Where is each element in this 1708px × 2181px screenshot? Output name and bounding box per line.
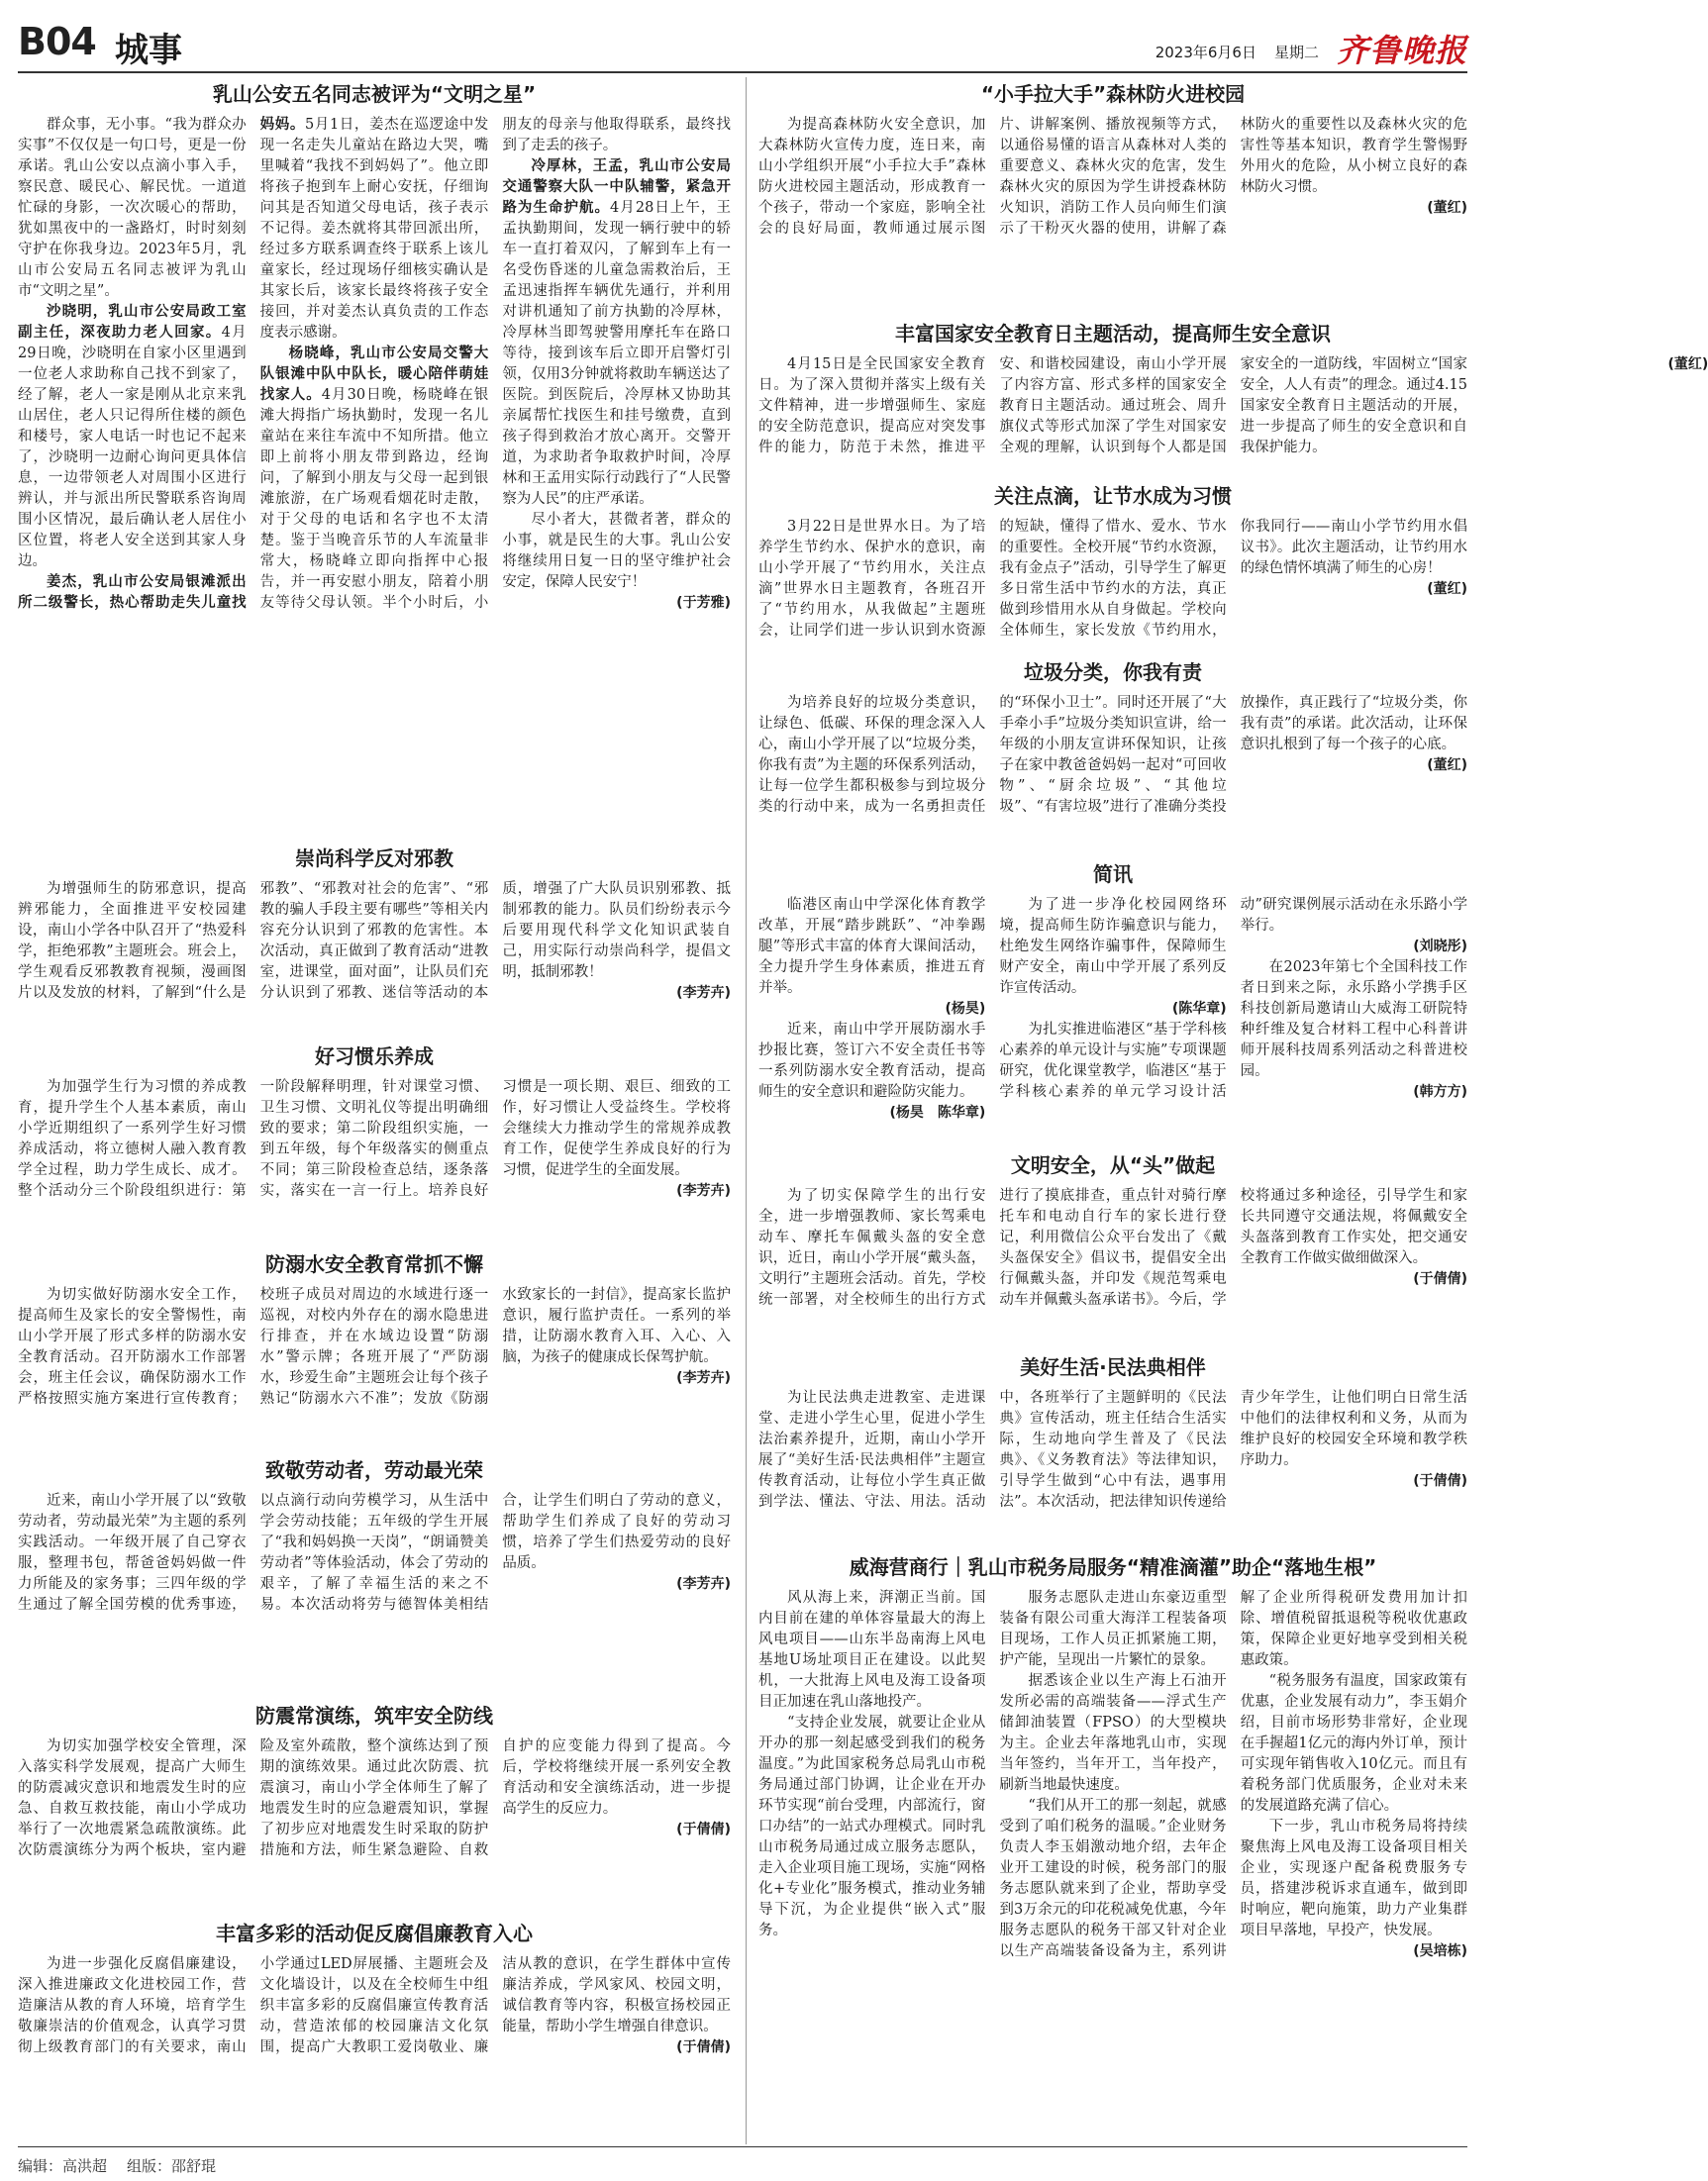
article-garbage-sorting (758, 657, 1467, 855)
article-briefs (758, 859, 1467, 1146)
paragraph: 为进一步强化反腐倡廉建设，深入推进廉政文化进校园工作，营造廉洁从教的育人环境，培育学生敬廉崇洁的价值观念，认真学习贯彻上级教育部门的有关要求，南山小学通过LED屏展播、主题班会及文化墙设计，以及在全校师生中组织丰富多彩的反腐倡廉宣传教育活动，营造浓郁的校园廉洁文化氛围，提高广大教职工爱岗敬业、廉洁从教的意识，在学生群体中宣传廉洁养成，学风家风、校园文明，诚信教育等内容，积极宣扬校园正能量，帮助小学生增强自律意识。 (18, 1956, 731, 2055)
header-rule (18, 71, 1467, 73)
paragraph: 杨晓峰，乳山市公安局交警大队银滩中队中队长，暖心陪伴萌娃找家人。4月30日晚，杨晓峰在银滩大拇指广场执勤时，发现一名儿童站在来往车流中不知所措。他立即上前将小朋友带到路边，经询问，了解到小朋友与父母一起到银滩旅游，在广场观看烟花时走散，对于父母的电话和名字也不太清楚。鉴于当晚音乐节的人车流量非常大，杨晓峰立即向指挥中心报告，并一再安慰小朋友，陪着小朋友等待父母认领。半个小时后，小朋友的母亲与他取得联系，最终找到了走丢的孩子。 (259, 117, 731, 611)
header-info (1138, 42, 1319, 62)
paragraph: 为了进一步净化校园网络环境，提高师生防诈骗意识与能力，杜绝发生网络诈骗事件，保障师生财产安全，南山中学开展了系列反诈宣传活动。 (999, 897, 1227, 996)
article-earthquake-drill (18, 1701, 731, 1911)
article-body (758, 1588, 1467, 2138)
article-forest-fire (758, 79, 1467, 313)
article-anti-corruption (18, 1919, 731, 2141)
article-civilization-stars (18, 79, 731, 832)
paragraph: 为让民法典走进教室、走进课堂、走进小学生心里，促进小学生法治素养提升，近期，南山小学开展了“美好生活·民法典相伴”主题宣传教育活动，让每位小学生真正做到学法、懂法、守法、用法。活动中，各班举行了主题鲜明的《民法典》宣传活动，班主任结合生活实际，生动地向学生普及了《民法典》、《义务教育法》等法律知识，引导学生做到“心中有法，遇事用法”。本次活动，把法律知识传递给青少年学生，让他们明白日常生活中他们的法律权利和义务，从而为维护良好的校园安全环境和教学秩序助力。 (758, 1390, 1467, 1510)
article-body (758, 1388, 1467, 1544)
paragraph: 据悉该企业以生产海上石油开发所必需的高端装备——浮式生产储卸油装置（FPSO）的大型模块为主。企业去年落地乳山市，实现当年签约，当年开工，当年投产，刷新当地最快速度。 (999, 1673, 1227, 1793)
article-title: 崇尚科学反对邪教 (295, 846, 453, 870)
article-title: 美好生活·民法典相伴 (1020, 1355, 1206, 1379)
article-civil-code (758, 1352, 1467, 1546)
article-title: 丰富国家安全教育日主题活动，提高师生安全意识 (895, 322, 1331, 346)
paragraph: 4月15日是全民国家安全教育日。为了深入贯彻并落实上级有关文件精神，进一步增强师生、家庭的安全防范意识，提高应对突发事件的能力，防范于未然，推进平安、和谐校园建设，南山小学开展了内容方富、形式多样的国家安全教育日主题活动。通过班会、周升旗仪式等形式加深了学生对国家安全观的理解，认识到每个人都是国家安全的一道防线，牢固树立“国家安全，人人有责”的理念。通过4.15国家安全教育日主题活动的开展，进一步提高了师生的安全意识和自我保护能力。 (758, 356, 1467, 455)
article-national-security (758, 319, 1708, 477)
byline: (李芳卉) (676, 1183, 731, 1199)
article-title: 好习惯乐养成 (315, 1044, 434, 1068)
article-body (758, 693, 1467, 853)
byline: (于倩倩) (676, 1822, 731, 1837)
byline: (董红) (1667, 356, 1708, 372)
paragraph: 在2023年第七个全国科技工作者日到来之际，永乐路小学携手区科技创新局邀请山大威海工研院特种纤维及复合材料工程中心科普讲师开展科技周系列活动之科普进校园。 (1240, 959, 1467, 1079)
byline: (董红) (1427, 581, 1467, 597)
article-body (758, 1186, 1467, 1346)
article-title: 垃圾分类，你我有责 (1024, 660, 1202, 684)
article-water-saving (758, 481, 1467, 653)
weekday: 星期二 (1273, 44, 1319, 61)
byline: (李芳卉) (676, 1576, 731, 1592)
paragraph: 群众事，无小事。“我为群众办实事”不仅仅是一句口号，更是一份承诺。乳山公安以点滴小事入手，察民意、暖民心、解民忧。一道道忙碌的身影，一次次暖心的帮助，犹如黑夜中的一盏路灯，时时刻刻守护在你我身边。2023年5月，乳山市公安局五名同志被评为乳山市“文明之星”。 (18, 117, 247, 299)
article-labor-honor (18, 1455, 731, 1693)
page-number: B04 (18, 20, 96, 63)
article-title: 丰富多彩的活动促反腐倡廉教育入心 (216, 1922, 533, 1945)
paragraph: 3月22日是世界水日。为了培养学生节约水、保护水的意识，南山小学开展了“节约用水，关注点滴”世界水日主题教育，各班召开了“节约用水，从我做起”主题班会，让同学们进一步认识到水资源的短缺，懂得了惜水、爱水、节水的重要性。全校开展“节约水资源，我有金点子”活动，引导学生了解更多日常生活中节约水的方法，真正做到珍惜用水从自身做起。学校向全体师生，家长发放《节约用水，你我同行——南山小学节约用水倡议书》。此次主题活动，让节约用水的绿色情怀填满了师生的心房！ (758, 519, 1467, 639)
lead: 沙晓明，乳山市公安局政工室副主任，深夜助力老人回家。 (18, 304, 247, 341)
byline: (于倩倩) (1413, 1473, 1467, 1489)
article-body (18, 115, 731, 830)
article-title: 乳山公安五名同志被评为“文明之星” (212, 82, 537, 106)
byline: (韩方方) (1413, 1084, 1467, 1100)
page-footer (18, 2146, 1467, 2176)
paragraph: “税务服务有温度，国家政策有优惠，企业发展有动力”，李玉娟介绍，目前市场形势非常好，企业现在手握超1亿元的海内外订单，预计可实现年销售收入10亿元。而且有着税务部门优质服务，企业对未来的发展道路充满了信心。 (1240, 1673, 1467, 1814)
paragraph: 为扎实推进临港区“基于学科核心素养的单元设计与实施”专项课题研究，优化课堂教学，临港区“基于学科核心素养的单元学习设计活动”研究课例展示活动在永乐路小学举行。 (999, 897, 1467, 1100)
layout-credit: 组版：邵舒琨 (127, 2157, 217, 2175)
paragraph: 近来，南山小学开展了以“致敬劳动者，劳动最光荣”为主题的系列实践活动。一年级开展了自己穿衣服，整理书包，帮爸爸妈妈做一件力所能及的家务事；三四年级的学生通过了解全国劳模的优秀事迹，以点滴行动向劳模学习，从生活中学会劳动技能；五年级的学生开展了“我和妈妈换一天岗”，“朗诵赞美劳动者”等体验活动，体会了劳动的艰辛，了解了幸福生活的来之不易。本次活动将劳与德智体美相结合，让学生们明白了劳动的意义，帮助学生们养成了良好的劳动习惯，培养了学生们热爱劳动的良好品质。 (18, 1493, 731, 1613)
paragraph: 为加强学生行为习惯的养成教育，提升学生个人基本素质，南山小学近期组织了一系列学生好习惯养成活动，将立德树人融入教育教学全过程，助力学生成长、成才。整个活动分三个阶段组织进行：第一阶段解释明理，针对课堂习惯、卫生习惯、文明礼仪等提出明确细致的要求；第二阶段组织实施，一到五年级，每个年级落实的侧重点不同；第三阶段检查总结，逐条落实，落实在一言一行上。培养良好习惯是一项长期、艰巨、细致的工作，好习惯让人受益终生。学校将会继续大力推动学生的常规养成教育工作，促使学生养成良好的行为习惯，促进学生的全面发展。 (18, 1079, 731, 1199)
article-body (758, 354, 1708, 475)
paragraph: 临港区南山中学深化体育教学改革，开展“踏步跳跃”、“冲拳踢腿”等形式丰富的体育大课间活动，全力提升学生身体素质，推进五育并举。 (758, 897, 986, 996)
byline: (李芳卉) (676, 1370, 731, 1386)
byline: (于芳雅) (676, 595, 731, 611)
lead: 姜杰，乳山市公安局银滩派出所二级警长，热心帮助走失儿童找妈妈。 (18, 117, 305, 611)
byline: (董红) (1427, 200, 1467, 216)
article-helmet-safety (758, 1150, 1467, 1348)
article-body (758, 895, 1467, 1144)
article-science-vs-cult (18, 843, 731, 1032)
article-title: 防震常演练，筑牢安全防线 (255, 1704, 493, 1728)
article-body (18, 1491, 731, 1689)
article-drowning-prevention (18, 1249, 731, 1447)
article-title: 威海营商行｜乳山市税务局服务“精准滴灌”助企“落地生根” (849, 1555, 1377, 1579)
section-name: 城事 (115, 31, 182, 70)
newspaper-logo: 齐鲁晚报 (1336, 32, 1467, 69)
paragraph: 为了切实保障学生的出行安全，进一步增强教师、家长驾乘电动车、摩托车佩戴头盔的安全意识，近日，南山小学开展“戴头盔，文明行”主题班会活动。首先，学校统一部署，对全校师生的出行方式进行了摸底排查，重点针对骑行摩托车和电动自行车的家长进行登记，利用微信公众平台发出了《戴头盔保安全》倡议书，提倡安全出行佩戴头盔，并印发《规范驾乘电动车并佩戴头盔承诺书》。今后，学校将通过多种途径，引导学生和家长共同遵守交通法规，将佩戴安全头盔落到教育工作实处，把交通安全教育工作做实做细做深入。 (758, 1188, 1467, 1308)
article-tax-service (758, 1552, 1467, 2141)
article-body (18, 1285, 731, 1443)
article-title: 防溺水安全教育常抓不懈 (265, 1252, 483, 1276)
byline: (陈华章) (1171, 1001, 1227, 1017)
byline: (杨昊 陈华章) (889, 1105, 986, 1121)
article-body (18, 1736, 731, 1907)
byline: (于倩倩) (1413, 1271, 1467, 1287)
paragraph: 冷厚林，王孟，乳山市公安局交通警察大队一中队辅警，紧急开路为生命护航。4月28日上午，王孟执勤期间，发现一辆行驶中的轿车一直打着双闪，了解到车上有一名受伤昏迷的儿童急需救治后，王孟迅速指挥车辆优先通行，并利用对讲机通知了前方执勤的冷厚林，冷厚林当即驾驶警用摩托车在路口等待，接到该车后立即开启警灯引领，仅用3分钟就将救助车辆送达了医院。到医院后，冷厚林又协助其亲属帮忙找医生和挂号缴费，直到孩子得到救治才放心离开。交警开道，为求助者争取救护时间，冷厚林和王孟用实际行动践行了“人民警察为人民”的庄严承诺。 (502, 158, 731, 507)
byline: (董红) (1427, 757, 1467, 773)
paragraph: 为切实做好防溺水安全工作，提高师生及家长的安全警惕性，南山小学开展了形式多样的防溺水安全教育活动。召开防溺水工作部署会，班主任会议，确保防溺水工作严格按照实施方案进行宣传教育；校班子成员对周边的水域进行逐一巡视，对校内外存在的溺水隐患进行排查，并在水域边设置“防溺水”警示牌；各班开展了“严防溺水，珍爱生命”主题班会让每个孩子熟记“防溺水六不准”；发放《防溺水致家长的一封信》，提高家长监护意识，履行监护责任。一系列的举措，让防溺水教育入耳、入心、入脑，为孩子的健康成长保驾护航。 (18, 1287, 731, 1407)
paragraph: 为切实加强学校安全管理，深入落实科学发展观，提高广大师生的防震减灾意识和地震发生时的应急、自救互救技能，南山小学成功举行了一次地震紧急疏散演练。此次防震演练分为两个板块，室内避险及室外疏散，整个演练达到了预期的演练效果。通过此次防震、抗震演习，南山小学全体师生了解了地震发生时的应急避震知识，掌握了初步应对地震发生时采取的防护措施和方法，师生紧急避险、自救自护的应变能力得到了提高。今后，学校将继续开展一系列安全教育活动和安全演练活动，进一步提高学生的反应力。 (18, 1738, 731, 1858)
article-title: 关注点滴，让节水成为习惯 (994, 484, 1232, 508)
paragraph: 尽小者大，甚微者著，群众的小事，就是民生的大事。乳山公安将继续用日复一日的坚守维护社会安定，保障人民安宁！ (502, 512, 731, 590)
byline: (吴培栋) (1413, 1943, 1467, 1959)
column-divider (746, 77, 747, 2144)
paragraph: 姜杰，乳山市公安局银滩派出所二级警长，热心帮助走失儿童找妈妈。5月1日，姜杰在巡逻途中发现一名走失儿童站在路边大哭，嘴里喊着“我找不到妈妈了”。他立即将孩子抱到车上耐心安抚，仔细询问其是否知道父母电话，孩子表示不记得。姜杰就将其带回派出所，经过多方联系调查终于联系上该儿童家长，经过现场仔细核实确认是其家长后，该家长最终将孩子安全接回，并对姜杰认真负责的工作态度表示感谢。 (18, 117, 489, 611)
article-title: 简讯 (1093, 862, 1133, 886)
issue-date: 2023年6月6日 (1155, 44, 1256, 61)
article-body (758, 115, 1467, 309)
paragraph: “支持企业发展，就要让企业从开办的那一刻起感受到我们的税务温度。”为此国家税务总局乳山市税务局通过部门协调，让企业在开办环节实现“前台受理，内部流行，窗口办结”的一站式办理模式。同时乳山市税务局通过成立服务志愿队，走入企业项目施工现场，实施“网格化+专业化”服务模式，推动业务辅导下沉，为企业提供“嵌入式”服务。 (758, 1715, 986, 1938)
lead: 杨晓峰，乳山市公安局交警大队银滩中队中队长，暖心陪伴萌娃找家人。 (259, 346, 489, 403)
article-title: “小手拉大手”森林防火进校园 (980, 82, 1246, 106)
paragraph: 为培养良好的垃圾分类意识，让绿色、低碳、环保的理念深入人心，南山小学开展了以“垃圾分类，你我有责”为主题的环保系列活动，让每一位学生都积极参与到垃圾分类的行动中来，成为一名勇担责任的“环保小卫士”。同时还开展了“大手牵小手”垃圾分类知识宣讲，给一年级的小朋友宣讲环保知识，让孩子在家中教爸爸妈妈一起对“可回收物”、“厨余垃圾”、“其他垃圾”、“有害垃圾”进行了准确分类投放操作，真正践行了“垃圾分类，你我有责”的承诺。此次活动，让环保意识扎根到了每一个孩子的心底。 (758, 695, 1467, 815)
byline: (李芳卉) (676, 985, 731, 1001)
article-body (758, 517, 1467, 651)
byline: (于倩倩) (676, 2039, 731, 2055)
paragraph: 沙晓明，乳山市公安局政工室副主任，深夜助力老人回家。4月29日晚，沙晓明在自家小区里遇到一位老人求助称自己找不到家了，经了解，老人一家是刚从北京来乳山居住，老人只记得所住楼的颜色和楼号，家人电话一时也记不起来了，沙晓明一边耐心询问更具体信息，一边带领老人对周围小区进行辨认，并与派出所民警联系咨询周围小区情况，最后确认老人居住小区位置，将老人安全送到其家人身边。 (18, 304, 247, 569)
paragraph: “我们从开工的那一刻起，就感受到了咱们税务的温暖。”企业财务负责人李玉娟激动地介绍，去年企业开工建设的时候，税务部门的服务志愿队就来到了企业，帮助享受到3万余元的印花税减免优惠，今年服务志愿队的税务干部又针对企业以生产高端装备设备为主，系列讲解了企业所得税研发费用加计扣除、增值税留抵退税等税收优惠政策，保障企业更好地享受到相关税惠政策。 (999, 1590, 1467, 1959)
paragraph: 风从海上来，湃潮正当前。国内目前在建的单体容量最大的海上风电项目——山东半岛南海上风电基地U场址项目正在建设。以此契机，一大批海上风电及海工设备项目正加速在乳山落地投产。 (758, 1590, 986, 1710)
byline: (刘晓彤) (1413, 939, 1467, 954)
page-header (18, 12, 1467, 69)
article-body (18, 1077, 731, 1236)
paragraph: 服务志愿队走进山东豪迈重型装备有限公司重大海洋工程装备项目现场，工作人员正抓紧施工期，护产能，呈现出一片繁忙的景象。 (999, 1590, 1227, 1668)
paragraph: 近来，南山中学开展防溺水手抄报比赛，签订六不安全责任书等一系列防溺水安全教育活动，提高师生的安全意识和避险防灾能力。 (758, 1022, 986, 1100)
article-title: 致敬劳动者，劳动最光荣 (265, 1458, 483, 1482)
editor-credit: 编辑：高洪超 (18, 2157, 108, 2175)
paragraph: 为增强师生的防邪意识，提高辨邪能力，全面推进平安校园建设，南山小学各中队召开了“热爱科学，拒绝邪教”主题班会。班会上，学生观看反邪教教育视频，漫画图片以及发放的材料，了解到“什么是邪教”、“邪教对社会的危害”、“邪教的骗人手段主要有哪些”等相关内容充分认识到了邪教的危害性。本次活动，真正做到了教育活动“进教室，进课堂，面对面”，让队员们充分认识到了邪教、迷信等活动的本质，增强了广大队员识别邪教、抵制邪教的能力。队员们纷纷表示今后要用现代科学文化知识武装自己，用实际行动崇尚科学，提倡文明，抵制邪教！ (18, 881, 731, 1001)
byline: (杨昊) (945, 1001, 986, 1017)
paragraph: 为提高森林防火安全意识，加大森林防火宣传力度，连日来，南山小学组织开展“小手拉大手”森林防火进校园主题活动，形成教育一个孩子，带动一个家庭，影响全社会的良好局面，教师通过展示图片、讲解案例、播放视频等方式，以通俗易懂的语言从森林对人类的重要意义、森林火灾的危害，发生森林火灾的原因为学生讲授森林防火知识，消防工作人员向师生们演示了干粉灭火器的使用，讲解了森林防火的重要性以及森林火灾的危害性等基本知识，教育学生警惕野外用火的危险，从小树立良好的森林防火习惯。 (758, 117, 1467, 237)
article-body (18, 879, 731, 1028)
paragraph: 下一步，乳山市税务局将持续聚焦海上风电及海工设备项目相关企业，实现逐户配备税费服务专员，搭建涉税诉求直通车，做到即时响应，靶向施策，助力产业集群项目早落地，早投产，快发展。 (1240, 1819, 1467, 1938)
article-good-habits (18, 1041, 731, 1239)
lead: 冷厚林，王孟，乳山市公安局交通警察大队一中队辅警，紧急开路为生命护航。 (502, 158, 731, 216)
article-body (18, 1954, 731, 2137)
article-title: 文明安全，从“头”做起 (1010, 1153, 1216, 1177)
